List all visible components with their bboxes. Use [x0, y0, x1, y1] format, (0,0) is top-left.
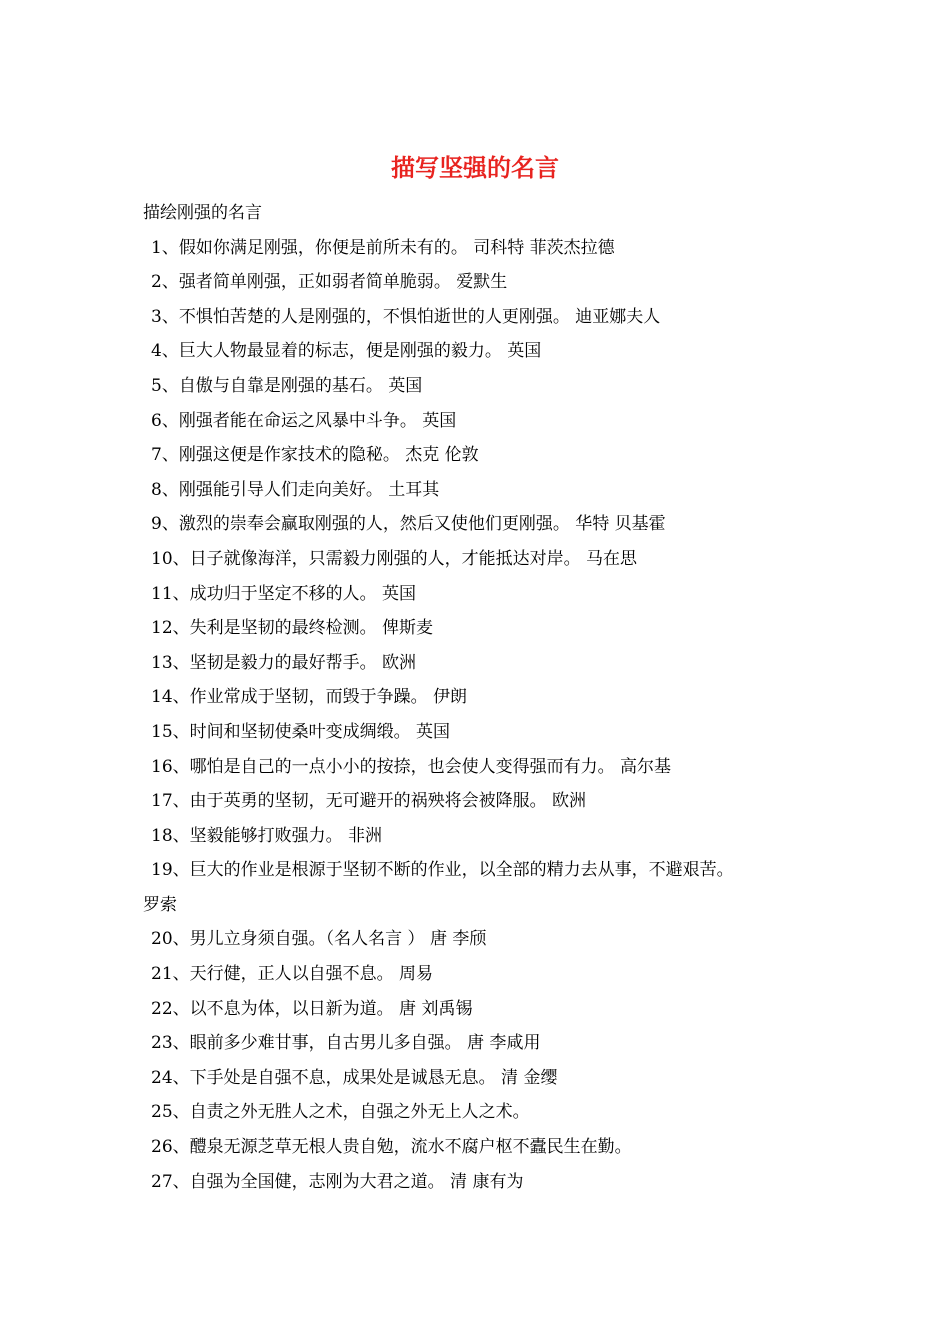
document-body: [143, 196, 843, 1199]
quote-item: 25、自责之外无胜人之术，自强之外无上人之术。: [151, 1102, 530, 1123]
quote-item: 21、天行健，正人以自强不息。 周易: [151, 964, 434, 985]
quote-item: 11、成功归于坚定不移的人。 英国: [151, 583, 417, 604]
quote-item: 12、失利是坚韧的最终检测。 俾斯麦: [151, 618, 434, 639]
quote-item: 9、激烈的崇奉会赢取刚强的人，然后又使他们更刚强。 华特 贝基霍: [151, 514, 666, 535]
section-subtitle: 描绘刚强的名言: [143, 203, 262, 223]
page-title: 描写坚强的名言: [391, 153, 559, 182]
quote-continuation: 罗索: [143, 894, 177, 915]
quote-item: 23、眼前多少难甘事，自古男儿多自强。 唐 李咸用: [151, 1033, 541, 1054]
quote-item: 10、日子就像海洋，只需毅力刚强的人，才能抵达对岸。 马在思: [151, 548, 638, 569]
quote-item: 4、巨大人物最显着的标志，便是刚强的毅力。 英国: [151, 341, 542, 362]
quote-item: 16、哪怕是自己的一点小小的按捺，也会使人变得强而有力。 高尔基: [151, 756, 672, 777]
quote-item: 5、自傲与自靠是刚强的基石。 英国: [151, 375, 423, 396]
quote-item: 27、自强为全国健，志刚为大君之道。 清 康有为: [151, 1171, 524, 1192]
quote-item: 17、由于英勇的坚韧，无可避开的祸殃将会被降服。 欧洲: [151, 791, 587, 812]
quote-item: 22、以不息为体，以日新为道。 唐 刘禹锡: [151, 998, 473, 1019]
quote-item: 15、时间和坚韧使桑叶变成绸缎。 英国: [151, 721, 451, 742]
quote-item: 7、刚强这便是作家技术的隐秘。 杰克 伦敦: [151, 445, 479, 466]
quote-item: 26、醴泉无源芝草无根人贵自勉，流水不腐户枢不蠹民生在勤。: [151, 1137, 632, 1158]
quote-item: 13、坚韧是毅力的最好帮手。 欧洲: [151, 652, 417, 673]
quote-item: 1、假如你满足刚强，你便是前所未有的。 司科特 菲茨杰拉德: [151, 237, 615, 258]
quote-item: 19、巨大的作业是根源于坚韧不断的作业，以全部的精力去从事，不避艰苦。: [151, 860, 734, 881]
quote-item: 20、男儿立身须自强。（名人名言 ） 唐 李颀: [151, 929, 487, 950]
quote-item: 8、刚强能引导人们走向美好。 土耳其: [151, 479, 440, 500]
quote-item: 24、下手处是自强不息，成果处是诚恳无息。 清 金缨: [151, 1067, 558, 1088]
quote-item: 6、刚强者能在命运之风暴中斗争。 英国: [151, 410, 457, 431]
quote-item: 3、不惧怕苦楚的人是刚强的，不惧怕逝世的人更刚强。 迪亚娜夫人: [151, 306, 661, 327]
quote-item: 18、坚毅能够打败强力。 非洲: [151, 825, 383, 846]
quote-item: 14、作业常成于坚韧，而毁于争躁。 伊朗: [151, 687, 468, 708]
quote-item: 2、强者简单刚强，正如弱者简单脆弱。 爱默生: [151, 272, 508, 293]
